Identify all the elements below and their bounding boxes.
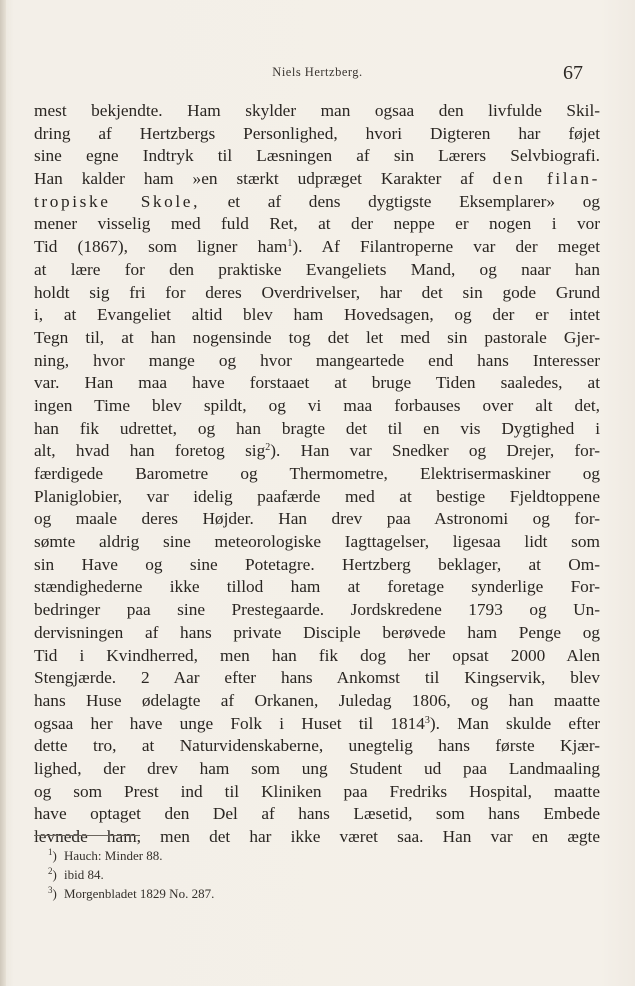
footnote-marker: $^2$) (48, 866, 57, 882)
text-line (34, 372, 600, 395)
text-line (34, 690, 600, 713)
text-line (34, 145, 600, 168)
text-run: sin Have og sine Potetagre. Hertzberg beklager, at Om- (34, 554, 600, 574)
text-line (34, 803, 600, 826)
text-run: stændighederne ikke tillod ham at foretage synderlige For- (34, 577, 600, 597)
text-line (34, 327, 600, 350)
text-line (34, 304, 600, 327)
text-line (34, 486, 600, 509)
text-run: i, at Evangeliet altid blev ham Hovedsagen, og der er intet (34, 305, 600, 325)
footnote (48, 846, 448, 865)
text-run: færdigede Barometre og Thermometre, Elektrisermaskiner og (34, 464, 600, 483)
text-line (34, 282, 600, 305)
text-line (34, 735, 600, 758)
text-run: ning, hvor mange og hvor mangeartede end hans Interesser (34, 350, 600, 370)
text-line (34, 531, 600, 554)
footnote-rule (34, 835, 140, 836)
text-line (34, 463, 600, 486)
text-run: holdt sig fri for deres Overdrivelser, har det sin gode Grund (34, 282, 600, 302)
text-line (34, 713, 600, 736)
page-gutter (0, 0, 6, 986)
text-line (34, 191, 600, 214)
text-run: Tid (1867), som ligner ham (34, 237, 288, 257)
text-line (34, 440, 600, 463)
footnote-text: Hauch: Minder 88. (64, 848, 163, 863)
text-run: et af dens dygtigste Eksemplarer» og (200, 191, 600, 211)
text-run: hans Huse ødelagte af Orkanen, Juledag 1806, og han maatte (34, 690, 600, 710)
text-run: ogsaa her have unge Folk i Huset til 1814 (34, 713, 425, 733)
footnote (48, 884, 448, 903)
text-line (34, 758, 600, 781)
text-line (34, 667, 600, 690)
text-line (34, 123, 600, 146)
text-run: have optaget den Del af hans Læsetid, som hans Embede (34, 804, 600, 824)
footnote-ref: 1 (287, 238, 293, 250)
text-line (34, 236, 600, 259)
text-run: mest bekjendte. Ham skylder man ogsaa den livfulde Skil- (34, 101, 600, 120)
running-head: Niels Hertzberg. (272, 65, 363, 79)
footnote-marker: $^1$) (48, 847, 57, 863)
footnote-text: Morgenbladet 1829 No. 287. (64, 886, 215, 901)
text-run: og maale deres Højder. Han drev paa Astronomi og for- (34, 509, 600, 529)
text-line (34, 100, 600, 123)
text-run: og som Prest ind til Kliniken paa Fredriks Hospital, maatte (34, 781, 600, 801)
footnote-ref: 3 (424, 714, 430, 726)
text-run: Tegn til, at han nogensinde tog det let med sin pastorale Gjer- (34, 327, 600, 347)
text-line (34, 168, 600, 191)
page-number: 67 (563, 62, 583, 84)
text-line (34, 213, 600, 236)
text-run: ). Man skulde efter (429, 713, 600, 733)
text-run: mener visselig med fuld Ret, at der neppe er nogen i vor (34, 214, 600, 234)
page-header (0, 62, 635, 92)
text-run: sømte aldrig sine meteorologiske Iagttagelser, ligesaa lidt som (34, 532, 600, 552)
text-run: var. Han maa have forstaaet at bruge Tiden saaledes, at (34, 373, 600, 393)
footnotes (48, 846, 448, 903)
spaced-text: den filan- (492, 169, 600, 189)
text-run: dervisningen af hans private Disciple berøvede ham Penge og (34, 622, 600, 642)
text-line (34, 645, 600, 668)
text-run: Han kalder ham »en stærkt udpræget Karakter af (34, 169, 493, 189)
text-line (34, 576, 600, 599)
text-line (34, 350, 600, 373)
spaced-text: tropiske Skole, (34, 191, 200, 211)
text-run: ). Han var Snedker og Drejer, for- (270, 441, 600, 461)
text-line (34, 508, 600, 531)
text-line (34, 622, 600, 645)
body-text (34, 100, 600, 849)
text-run: alt, hvad han foretog sig (34, 441, 266, 461)
text-run: Tid i Kvindherred, men han fik dog her opsat 2000 Alen (34, 645, 600, 665)
text-run: levnede ham, men det har ikke været saa. Han var en ægte (34, 827, 600, 846)
text-run: dring af Hertzbergs Personlighed, hvori Digteren har føjet (34, 123, 600, 143)
text-line (34, 259, 600, 282)
text-line (34, 781, 600, 804)
footnote (48, 865, 448, 884)
text-run: ingen Time blev spildt, og vi maa forbauses over alt det, (34, 395, 600, 415)
text-line (34, 554, 600, 577)
text-line (34, 418, 600, 441)
text-line (34, 395, 600, 418)
text-run: at lære for den praktiske Evangeliets Mand, og naar han (34, 259, 600, 279)
text-run: sine egne Indtryk til Læsningen af sin Lærers Selvbiografi. (34, 146, 600, 166)
text-run: Stengjærde. 2 Aar efter hans Ankomst til Kingservik, blev (34, 668, 600, 688)
text-line (34, 599, 600, 622)
text-run: dette tro, at Naturvidenskaberne, unegtelig hans første Kjær- (34, 736, 600, 756)
text-run: bedringer paa sine Prestegaarde. Jordskredene 1793 og Un- (34, 600, 600, 620)
footnote-ref: 2 (265, 442, 271, 454)
footnote-marker: $^3$) (48, 885, 57, 901)
text-run: han fik udrettet, og han bragte det til en vis Dygtighed i (34, 418, 600, 438)
footnote-text: ibid 84. (64, 867, 104, 882)
text-run: ). Af Filantroperne var der meget (292, 237, 600, 257)
text-run: Planiglobier, var idelig paafærde med at bestige Fjeldtoppene (34, 486, 600, 506)
text-run: lighed, der drev ham som ung Student ud paa Landmaaling (34, 758, 600, 778)
